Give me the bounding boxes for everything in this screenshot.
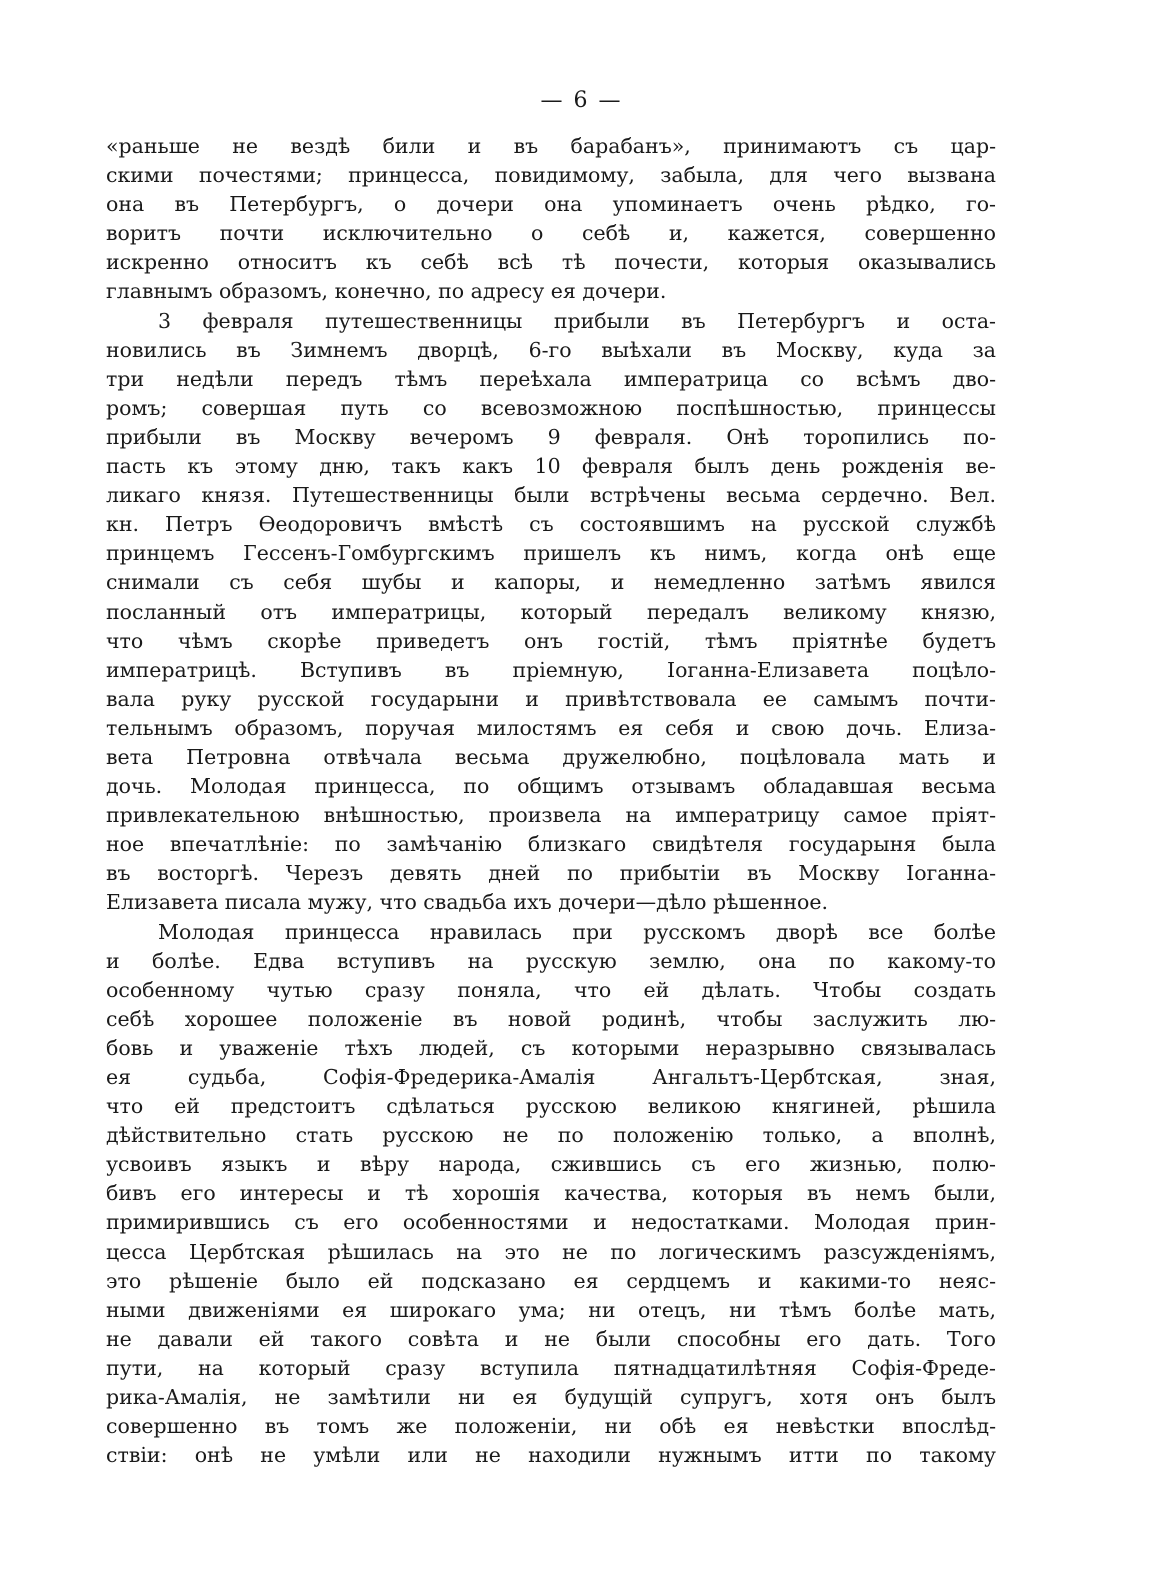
text-line: вета Петровна отвѣчала весьма дружелюбно, поцѣловала мать и — [106, 744, 996, 769]
text-line: бивъ его интересы и тѣ хорошія качества, которыя въ немъ были, — [106, 1181, 996, 1206]
text-line: совершенно въ томъ же положеніи, ни обѣ ея невѣстки впослѣд- — [106, 1414, 996, 1439]
text-line: искренно относитъ къ себѣ всѣ тѣ почести, которыя оказывались — [106, 250, 996, 275]
text-line: посланный отъ императрицы, который передалъ великому князю, — [106, 599, 996, 624]
text-line: «раньше не вездѣ били и въ барабанъ», принимаютъ съ цар- — [106, 134, 996, 158]
text-line: она въ Петербургъ, о дочери она упоминаетъ очень рѣдко, го- — [106, 192, 996, 217]
text-line: тельнымъ образомъ, поручая милостямъ ея себя и свою дочь. Елиза- — [106, 715, 996, 740]
text-line: Елизавета писала мужу, что свадьба ихъ дочери—дѣло рѣшенное. — [106, 890, 828, 915]
text-line: что ей предстоитъ сдѣлаться русскою великою княгиней, рѣшила — [106, 1094, 996, 1119]
text-line: три недѣли передъ тѣмъ переѣхала императрица со всѣмъ дво- — [106, 366, 996, 391]
text-line: что чѣмъ скорѣе приведетъ онъ гостій, тѣмъ пріятнѣе будетъ — [106, 628, 996, 653]
text-line: привлекательною внѣшностью, произвела на императрицу самое пріят- — [106, 803, 996, 828]
text-line: дочь. Молодая принцесса, по общимъ отзывамъ обладавшая весьма — [106, 774, 996, 799]
text-line: главнымъ образомъ, конечно, по адресу ея дочери. — [106, 279, 667, 304]
text-line: цесса Цербтская рѣшилась на это не по логическимъ разсужденіямъ, — [106, 1239, 996, 1264]
text-line: скими почестями; принцесса, повидимому, забыла, для чего вызвана — [106, 163, 996, 188]
text-line: ствіи: онѣ не умѣли или не находили нужнымъ итти по такому — [106, 1443, 996, 1468]
text-line: императрицѣ. Вступивъ въ пріемную, Іоганна-Елизавета поцѣло- — [106, 657, 996, 682]
text-line: усвоивъ языкъ и вѣру народа, сжившись съ его жизнью, полю- — [106, 1152, 996, 1177]
text-line: Молодая принцесса нравилась при русскомъ дворѣ все болѣе — [158, 919, 996, 944]
text-line: ея судьба, Софія-Фредерика-Амалія Ангальтъ-Цербтская, зная, — [106, 1065, 996, 1089]
text-line: прибыли въ Москву вечеромъ 9 февраля. Онѣ торопились по- — [106, 424, 996, 449]
text-line: вала руку русской государыни и привѣтствовала ее самымъ почти- — [106, 686, 996, 711]
text-line: кн. Петръ Ѳеодоровичъ вмѣстѣ съ состоявшимъ на русской службѣ — [106, 512, 996, 537]
text-line: рика-Амалія, не замѣтили ни ея будущій супругъ, хотя онъ былъ — [106, 1385, 996, 1410]
body-text — [106, 132, 996, 1470]
text-line: пути, на который сразу вступила пятнадцатилѣтняя Софія-Фреде- — [106, 1355, 996, 1380]
text-line: особенному чутью сразу поняла, что ей дѣлать. Чтобы создать — [106, 977, 996, 1002]
text-line: новились въ Зимнемъ дворцѣ, 6-го выѣхали въ Москву, куда за — [106, 337, 996, 362]
text-line: ное впечатлѣніе: по замѣчанію близкаго свидѣтеля государыня была — [106, 832, 996, 857]
text-line: не давали ей такого совѣта и не были способны его дать. Того — [106, 1326, 996, 1351]
page-number: — 6 — — [540, 88, 623, 113]
text-line: въ восторгѣ. Черезъ девять дней по прибытіи въ Москву Іоганна- — [106, 861, 996, 886]
text-line: пасть къ этому дню, такъ какъ 10 февраля былъ день рожденія ве- — [106, 454, 996, 479]
text-line: снимали съ себя шубы и капоры, и немедленно затѣмъ явился — [106, 570, 996, 595]
text-line: примирившись съ его особенностями и недостатками. Молодая прин- — [106, 1210, 996, 1235]
text-line: ными движеніями ея широкаго ума; ни отецъ, ни тѣмъ болѣе мать, — [106, 1297, 996, 1322]
text-line: воритъ почти исключительно о себѣ и, кажется, совершенно — [106, 221, 996, 246]
text-line: принцемъ Гессенъ-Гомбургскимъ пришелъ къ нимъ, когда онѣ еще — [106, 541, 996, 566]
text-line: это рѣшеніе было ей подсказано ея сердцемъ и какими-то неяс- — [106, 1268, 996, 1293]
text-line: себѣ хорошее положеніе въ новой родинѣ, чтобы заслужить лю- — [106, 1006, 996, 1031]
text-line: дѣйствительно стать русскою не по положенію только, а вполнѣ, — [106, 1123, 996, 1148]
text-line: ромъ; совершая путь со всевозможною поспѣшностью, принцессы — [106, 395, 996, 420]
text-line: и болѣе. Едва вступивъ на русскую землю, она по какому-то — [106, 948, 996, 973]
text-line: 3 февраля путешественницы прибыли въ Петербургъ и оста- — [158, 308, 996, 333]
text-line: ликаго князя. Путешественницы были встрѣчены весьма сердечно. Вел. — [106, 483, 996, 508]
text-line: бовь и уваженіе тѣхъ людей, съ которыми неразрывно связывалась — [106, 1035, 996, 1060]
